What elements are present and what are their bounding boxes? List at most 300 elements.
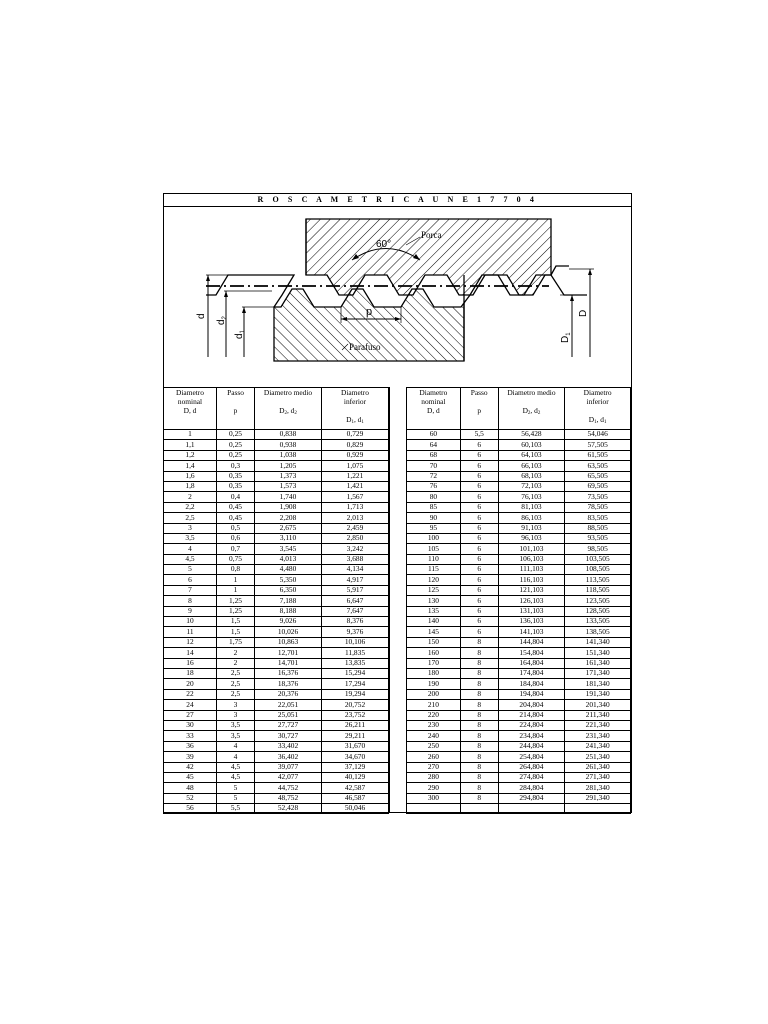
- cell-nominal-diameter: 110: [407, 554, 461, 564]
- cell-nominal-diameter: 130: [407, 596, 461, 606]
- cell-pitch: 8: [460, 668, 498, 678]
- table-row: [164, 585, 389, 595]
- cell-pitch: 6: [460, 627, 498, 637]
- cell-nominal-diameter: 4,5: [164, 554, 217, 564]
- cell-minor-diameter: 7,647: [322, 606, 389, 616]
- cell-pitch: 2: [217, 648, 255, 658]
- cell-minor-diameter: 281,340: [565, 783, 631, 793]
- cell-pitch: 6: [460, 502, 498, 512]
- table-row: [407, 783, 631, 793]
- cell-pitch: 8: [460, 658, 498, 668]
- cell-mean-diameter: 214,804: [498, 710, 565, 720]
- cell-minor-diameter: 20,752: [322, 700, 389, 710]
- cell-pitch: 6: [460, 617, 498, 627]
- cell-nominal-diameter: 56: [164, 804, 217, 814]
- table-row: [407, 471, 631, 481]
- cell-pitch: 6: [460, 440, 498, 450]
- cell-pitch: 2,5: [217, 689, 255, 699]
- cell-pitch: 6: [460, 533, 498, 543]
- cell-mean-diameter: 42,077: [255, 772, 322, 782]
- cell-mean-diameter: 39,077: [255, 762, 322, 772]
- table-row: [164, 575, 389, 585]
- cell-pitch: 8: [460, 679, 498, 689]
- cell-minor-diameter: 1,075: [322, 461, 389, 471]
- cell-mean-diameter: 4,480: [255, 565, 322, 575]
- cell-pitch: 6: [460, 585, 498, 595]
- table-row: [407, 752, 631, 762]
- cell-mean-diameter: 284,804: [498, 783, 565, 793]
- cell-mean-diameter: 126,103: [498, 596, 565, 606]
- cell-mean-diameter: 136,103: [498, 617, 565, 627]
- cell-nominal-diameter: 145: [407, 627, 461, 637]
- cell-nominal-diameter: [407, 804, 461, 814]
- table-row: [164, 658, 389, 668]
- cell-pitch: 8: [460, 689, 498, 699]
- cell-minor-diameter: 37,129: [322, 762, 389, 772]
- table-row: [164, 731, 389, 741]
- cell-nominal-diameter: 22: [164, 689, 217, 699]
- cell-nominal-diameter: 6: [164, 575, 217, 585]
- cell-nominal-diameter: 85: [407, 502, 461, 512]
- cell-nominal-diameter: 150: [407, 637, 461, 647]
- column-divider: [389, 387, 407, 813]
- cell-minor-diameter: 123,505: [565, 596, 631, 606]
- cell-mean-diameter: 22,051: [255, 700, 322, 710]
- cell-pitch: 8: [460, 648, 498, 658]
- cell-minor-diameter: 0,729: [322, 430, 389, 440]
- cell-pitch: 8: [460, 783, 498, 793]
- cell-nominal-diameter: 190: [407, 679, 461, 689]
- cell-pitch: 0,6: [217, 533, 255, 543]
- cell-pitch: 1,75: [217, 637, 255, 647]
- table-row: [407, 606, 631, 616]
- table-row: [407, 596, 631, 606]
- cell-minor-diameter: 3,242: [322, 544, 389, 554]
- cell-nominal-diameter: 7: [164, 585, 217, 595]
- cell-minor-diameter: 113,505: [565, 575, 631, 585]
- cell-mean-diameter: 56,428: [498, 430, 565, 440]
- cell-mean-diameter: 116,103: [498, 575, 565, 585]
- cell-minor-diameter: 8,376: [322, 617, 389, 627]
- table-row: [407, 502, 631, 512]
- cell-pitch: 5: [217, 793, 255, 803]
- table-row: [407, 627, 631, 637]
- table-row: [164, 596, 389, 606]
- cell-mean-diameter: 14,701: [255, 658, 322, 668]
- table-row: [407, 741, 631, 751]
- cell-mean-diameter: 1,573: [255, 481, 322, 491]
- cell-nominal-diameter: 180: [407, 668, 461, 678]
- cell-mean-diameter: 76,103: [498, 492, 565, 502]
- cell-minor-diameter: 42,587: [322, 783, 389, 793]
- cell-nominal-diameter: 200: [407, 689, 461, 699]
- cell-mean-diameter: 294,804: [498, 793, 565, 803]
- cell-nominal-diameter: 115: [407, 565, 461, 575]
- dim-d1-label: $d_1$: [234, 330, 246, 339]
- table-row: [407, 648, 631, 658]
- cell-minor-diameter: 3,688: [322, 554, 389, 564]
- cell-pitch: 0,45: [217, 513, 255, 523]
- cell-nominal-diameter: 48: [164, 783, 217, 793]
- cell-pitch: 8: [460, 700, 498, 710]
- table-row: [407, 481, 631, 491]
- cell-pitch: 0,3: [217, 461, 255, 471]
- cell-nominal-diameter: 76: [407, 481, 461, 491]
- cell-mean-diameter: 52,428: [255, 804, 322, 814]
- cell-minor-diameter: 57,505: [565, 440, 631, 450]
- cell-mean-diameter: 10,863: [255, 637, 322, 647]
- cell-pitch: 8: [460, 793, 498, 803]
- cell-nominal-diameter: 60: [407, 430, 461, 440]
- table-row: [407, 772, 631, 782]
- cell-minor-diameter: 10,106: [322, 637, 389, 647]
- cell-mean-diameter: 60,103: [498, 440, 565, 450]
- cell-minor-diameter: 151,340: [565, 648, 631, 658]
- cell-mean-diameter: 164,804: [498, 658, 565, 668]
- table-row: [407, 513, 631, 523]
- cell-nominal-diameter: 170: [407, 658, 461, 668]
- cell-nominal-diameter: 70: [407, 461, 461, 471]
- cell-pitch: 8: [460, 637, 498, 647]
- cell-nominal-diameter: 90: [407, 513, 461, 523]
- cell-pitch: 1,5: [217, 627, 255, 637]
- cell-mean-diameter: 48,752: [255, 793, 322, 803]
- cell-pitch: 0,7: [217, 544, 255, 554]
- cell-pitch: 0,25: [217, 440, 255, 450]
- cell-nominal-diameter: 10: [164, 617, 217, 627]
- cell-nominal-diameter: 135: [407, 606, 461, 616]
- cell-pitch: 8: [460, 720, 498, 730]
- table-row: [164, 689, 389, 699]
- cell-nominal-diameter: 3: [164, 523, 217, 533]
- cell-mean-diameter: 141,103: [498, 627, 565, 637]
- cell-minor-diameter: 54,046: [565, 430, 631, 440]
- cell-minor-diameter: 1,713: [322, 502, 389, 512]
- table-row: [407, 668, 631, 678]
- cell-nominal-diameter: 42: [164, 762, 217, 772]
- cell-pitch: 8: [460, 762, 498, 772]
- table-row: [164, 481, 389, 491]
- cell-pitch: 6: [460, 575, 498, 585]
- cell-mean-diameter: 0,938: [255, 440, 322, 450]
- cell-minor-diameter: 65,505: [565, 471, 631, 481]
- cell-nominal-diameter: 39: [164, 752, 217, 762]
- cell-minor-diameter: 118,505: [565, 585, 631, 595]
- table-row: [407, 575, 631, 585]
- cell-minor-diameter: 261,340: [565, 762, 631, 772]
- table-row: [407, 492, 631, 502]
- cell-minor-diameter: 133,505: [565, 617, 631, 627]
- cell-minor-diameter: 108,505: [565, 565, 631, 575]
- cell-pitch: 4: [217, 752, 255, 762]
- cell-pitch: 6: [460, 471, 498, 481]
- cell-pitch: 5: [217, 783, 255, 793]
- header-mean-diameter: Diametro medio $D_2$, $d_2$: [498, 388, 565, 430]
- cell-mean-diameter: 121,103: [498, 585, 565, 595]
- table-row: [164, 700, 389, 710]
- cell-minor-diameter: 5,917: [322, 585, 389, 595]
- sheet-title: R O S C A M E T R I C A U N E 1 7 7 0 4: [164, 194, 631, 207]
- cell-pitch: 3,5: [217, 720, 255, 730]
- cell-minor-diameter: 161,340: [565, 658, 631, 668]
- cell-minor-diameter: 103,505: [565, 554, 631, 564]
- cell-minor-diameter: 2,850: [322, 533, 389, 543]
- table-row: [407, 585, 631, 595]
- cell-pitch: 0,5: [217, 523, 255, 533]
- cell-minor-diameter: 1,567: [322, 492, 389, 502]
- table-row: [407, 461, 631, 471]
- cell-pitch: 1,25: [217, 596, 255, 606]
- cell-nominal-diameter: 72: [407, 471, 461, 481]
- cell-pitch: 8: [460, 752, 498, 762]
- table-row: [407, 720, 631, 730]
- cell-minor-diameter: 221,340: [565, 720, 631, 730]
- cell-mean-diameter: 33,402: [255, 741, 322, 751]
- cell-mean-diameter: 64,103: [498, 450, 565, 460]
- cell-pitch: 2: [217, 658, 255, 668]
- table-row: [164, 461, 389, 471]
- cell-mean-diameter: 91,103: [498, 523, 565, 533]
- cell-pitch: 1: [217, 575, 255, 585]
- cell-nominal-diameter: 2,2: [164, 502, 217, 512]
- table-row: [407, 637, 631, 647]
- cell-nominal-diameter: 160: [407, 648, 461, 658]
- header-nominal-diameter: Diametro nominal D, d: [407, 388, 461, 430]
- header-mean-diameter: Diametro medio $D_2$, $d_2$: [255, 388, 322, 430]
- table-row: [164, 533, 389, 543]
- cell-mean-diameter: 72,103: [498, 481, 565, 491]
- cell-mean-diameter: 3,545: [255, 544, 322, 554]
- cell-mean-diameter: 66,103: [498, 461, 565, 471]
- cell-nominal-diameter: 2: [164, 492, 217, 502]
- cell-mean-diameter: 2,675: [255, 523, 322, 533]
- cell-mean-diameter: [498, 804, 565, 814]
- cell-nominal-diameter: 36: [164, 741, 217, 751]
- cell-minor-diameter: 291,340: [565, 793, 631, 803]
- cell-mean-diameter: 0,838: [255, 430, 322, 440]
- cell-minor-diameter: 69,505: [565, 481, 631, 491]
- table-row: [164, 617, 389, 627]
- cell-nominal-diameter: 4: [164, 544, 217, 554]
- cell-minor-diameter: 141,340: [565, 637, 631, 647]
- cell-mean-diameter: 20,376: [255, 689, 322, 699]
- cell-minor-diameter: 17,294: [322, 679, 389, 689]
- cell-pitch: 0,35: [217, 471, 255, 481]
- cell-nominal-diameter: 290: [407, 783, 461, 793]
- cell-minor-diameter: 251,340: [565, 752, 631, 762]
- table-row: [164, 471, 389, 481]
- cell-pitch: 6: [460, 492, 498, 502]
- cell-minor-diameter: 78,505: [565, 502, 631, 512]
- table-row: [164, 762, 389, 772]
- table-row: [164, 720, 389, 730]
- cell-nominal-diameter: 280: [407, 772, 461, 782]
- dim-d-label: d: [196, 313, 207, 319]
- table-header-row: [164, 388, 389, 430]
- table-row: [164, 793, 389, 803]
- cell-nominal-diameter: 230: [407, 720, 461, 730]
- cell-pitch: 2,5: [217, 668, 255, 678]
- cell-nominal-diameter: 18: [164, 668, 217, 678]
- cell-minor-diameter: 2,013: [322, 513, 389, 523]
- cell-nominal-diameter: 68: [407, 450, 461, 460]
- cell-mean-diameter: 184,804: [498, 679, 565, 689]
- cell-minor-diameter: 128,505: [565, 606, 631, 616]
- cell-minor-diameter: 19,294: [322, 689, 389, 699]
- table-row: [164, 648, 389, 658]
- cell-mean-diameter: 5,350: [255, 575, 322, 585]
- table-row: [407, 617, 631, 627]
- cell-nominal-diameter: 105: [407, 544, 461, 554]
- table-row: [164, 544, 389, 554]
- cell-pitch: 3,5: [217, 731, 255, 741]
- cell-mean-diameter: 3,110: [255, 533, 322, 543]
- cell-mean-diameter: 154,804: [498, 648, 565, 658]
- screw-label: Parafuso: [349, 342, 381, 352]
- cell-pitch: 5,5: [217, 804, 255, 814]
- angle-label: 60°: [376, 239, 392, 250]
- cell-nominal-diameter: 1,6: [164, 471, 217, 481]
- cell-mean-diameter: 234,804: [498, 731, 565, 741]
- cell-mean-diameter: 7,188: [255, 596, 322, 606]
- cell-minor-diameter: 6,647: [322, 596, 389, 606]
- cell-minor-diameter: 50,046: [322, 804, 389, 814]
- table-row: [407, 544, 631, 554]
- cell-pitch: 0,4: [217, 492, 255, 502]
- cell-minor-diameter: 40,129: [322, 772, 389, 782]
- cell-mean-diameter: 224,804: [498, 720, 565, 730]
- cell-mean-diameter: 244,804: [498, 741, 565, 751]
- cell-mean-diameter: 16,376: [255, 668, 322, 678]
- cell-pitch: 6: [460, 523, 498, 533]
- cell-mean-diameter: 6,350: [255, 585, 322, 595]
- table-row: [164, 430, 389, 440]
- cell-pitch: 3: [217, 710, 255, 720]
- cell-minor-diameter: 1,421: [322, 481, 389, 491]
- table-row: [164, 668, 389, 678]
- cell-minor-diameter: 93,505: [565, 533, 631, 543]
- table-row: [407, 565, 631, 575]
- table-row: [164, 627, 389, 637]
- cell-mean-diameter: 86,103: [498, 513, 565, 523]
- cell-mean-diameter: 2,208: [255, 513, 322, 523]
- cell-mean-diameter: 101,103: [498, 544, 565, 554]
- cell-nominal-diameter: 240: [407, 731, 461, 741]
- cell-minor-diameter: 61,505: [565, 450, 631, 460]
- table-row: [164, 450, 389, 460]
- table-row: [407, 430, 631, 440]
- cell-minor-diameter: 9,376: [322, 627, 389, 637]
- table-row: [164, 804, 389, 814]
- dim-d2-label: $d_2$: [216, 316, 228, 325]
- table-row: [164, 513, 389, 523]
- cell-mean-diameter: 1,205: [255, 461, 322, 471]
- cell-mean-diameter: 131,103: [498, 606, 565, 616]
- cell-mean-diameter: 254,804: [498, 752, 565, 762]
- cell-pitch: 4,5: [217, 772, 255, 782]
- thread-table-right: [406, 387, 631, 814]
- cell-nominal-diameter: 1,8: [164, 481, 217, 491]
- cell-mean-diameter: 1,038: [255, 450, 322, 460]
- cell-nominal-diameter: 30: [164, 720, 217, 730]
- cell-minor-diameter: 15,294: [322, 668, 389, 678]
- cell-pitch: 0,8: [217, 565, 255, 575]
- cell-nominal-diameter: 1,4: [164, 461, 217, 471]
- cell-nominal-diameter: 33: [164, 731, 217, 741]
- cell-minor-diameter: 138,505: [565, 627, 631, 637]
- cell-minor-diameter: 4,917: [322, 575, 389, 585]
- cell-pitch: 1: [217, 585, 255, 595]
- cell-nominal-diameter: 100: [407, 533, 461, 543]
- cell-nominal-diameter: 24: [164, 700, 217, 710]
- cell-mean-diameter: 194,804: [498, 689, 565, 699]
- header-pitch: Passo p: [217, 388, 255, 430]
- cell-pitch: 0,25: [217, 430, 255, 440]
- cell-nominal-diameter: 16: [164, 658, 217, 668]
- table-row: [164, 523, 389, 533]
- cell-pitch: [460, 804, 498, 814]
- table-row: [164, 637, 389, 647]
- cell-nominal-diameter: 250: [407, 741, 461, 751]
- cell-mean-diameter: 1,373: [255, 471, 322, 481]
- cell-nominal-diameter: 1,2: [164, 450, 217, 460]
- table-row: [164, 752, 389, 762]
- table-row: [164, 502, 389, 512]
- cell-nominal-diameter: 8: [164, 596, 217, 606]
- dim-D1-label: $D_1$: [560, 332, 572, 343]
- cell-nominal-diameter: 27: [164, 710, 217, 720]
- table-row: [407, 658, 631, 668]
- cell-mean-diameter: 12,701: [255, 648, 322, 658]
- cell-minor-diameter: 13,835: [322, 658, 389, 668]
- table-row: [407, 762, 631, 772]
- cell-mean-diameter: 36,402: [255, 752, 322, 762]
- cell-nominal-diameter: 140: [407, 617, 461, 627]
- cell-nominal-diameter: 3,5: [164, 533, 217, 543]
- cell-pitch: 6: [460, 450, 498, 460]
- table-row: [407, 679, 631, 689]
- cell-mean-diameter: 9,026: [255, 617, 322, 627]
- cell-nominal-diameter: 45: [164, 772, 217, 782]
- cell-minor-diameter: 0,929: [322, 450, 389, 460]
- cell-minor-diameter: 26,211: [322, 720, 389, 730]
- table-header-row: [407, 388, 631, 430]
- header-minor-diameter: Diametro inferior $D_1$, $d_1$: [322, 388, 389, 430]
- cell-pitch: 3: [217, 700, 255, 710]
- cell-nominal-diameter: 125: [407, 585, 461, 595]
- cell-pitch: 4,5: [217, 762, 255, 772]
- cell-mean-diameter: 4,013: [255, 554, 322, 564]
- cell-mean-diameter: 25,051: [255, 710, 322, 720]
- cell-mean-diameter: 264,804: [498, 762, 565, 772]
- table-row: [164, 565, 389, 575]
- table-row: [407, 689, 631, 699]
- table-row: [407, 440, 631, 450]
- cell-pitch: 6: [460, 481, 498, 491]
- cell-pitch: 1,5: [217, 617, 255, 627]
- cell-mean-diameter: 10,026: [255, 627, 322, 637]
- cell-nominal-diameter: 9: [164, 606, 217, 616]
- cell-minor-diameter: 1,221: [322, 471, 389, 481]
- cell-nominal-diameter: 260: [407, 752, 461, 762]
- cell-nominal-diameter: 1: [164, 430, 217, 440]
- table-row: [407, 804, 631, 814]
- cell-mean-diameter: 144,804: [498, 637, 565, 647]
- cell-minor-diameter: 98,505: [565, 544, 631, 554]
- cell-mean-diameter: 106,103: [498, 554, 565, 564]
- cell-pitch: 6: [460, 544, 498, 554]
- header-minor-diameter: Diametro inferior $D_1$, $d_1$: [565, 388, 631, 430]
